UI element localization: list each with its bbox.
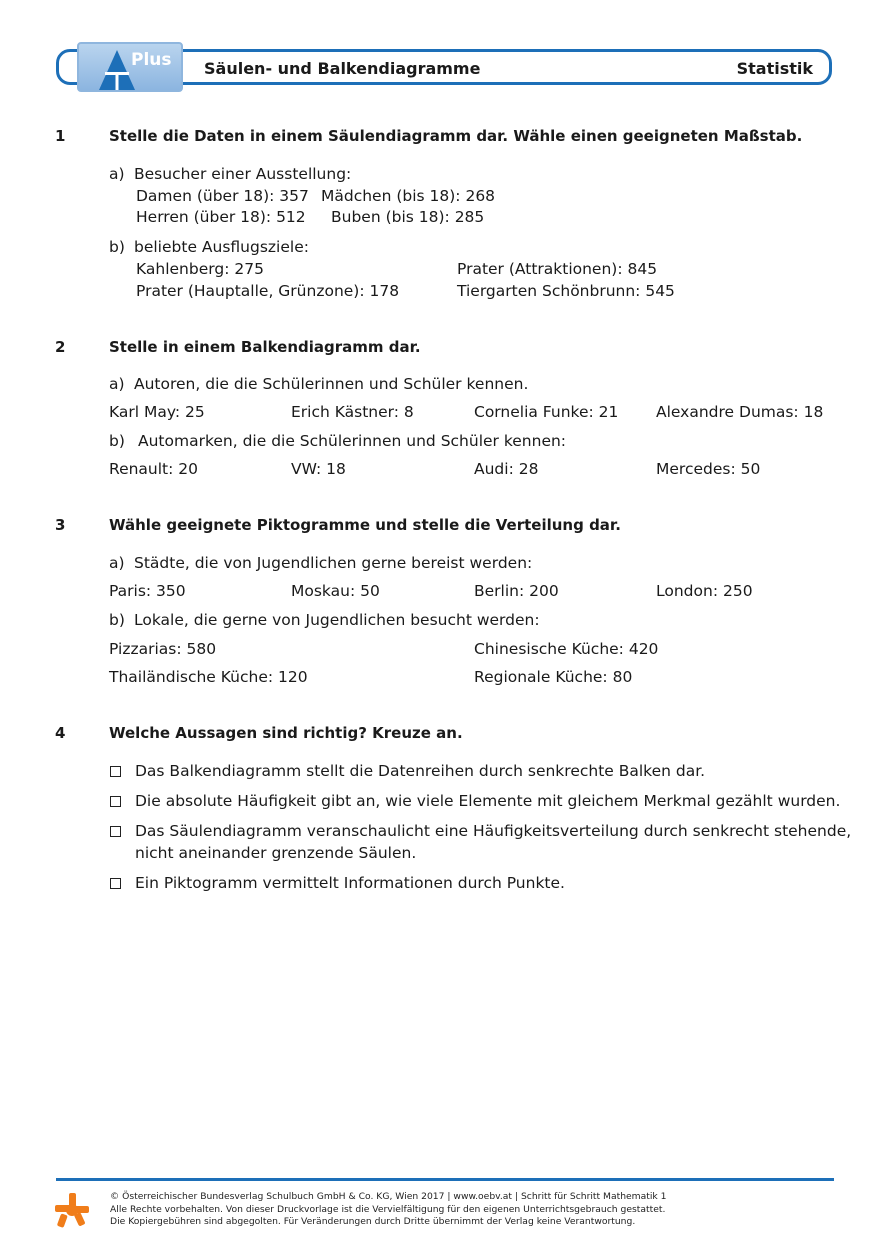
data-item: Erich Kästner: 8: [291, 403, 414, 421]
subtask-label: b): [109, 432, 125, 450]
data-item: Moskau: 50: [291, 582, 380, 600]
footer-copyright: © Österreichischer Bundesverlag Schulbuch GmbH & Co. KG, Wien 2017 | www.oebv.at | Schritt für Schritt Mathematik 1: [110, 1191, 667, 1202]
checkbox[interactable]: [110, 878, 121, 889]
statement-text: Das Säulendiagramm veranschaulicht eine Häufigkeitsverteilung durch senkrecht stehende,: [135, 822, 852, 840]
task-number: 3: [55, 516, 66, 534]
task-number: 2: [55, 338, 66, 356]
checkbox[interactable]: [110, 826, 121, 837]
subtask-label: b): [109, 611, 125, 629]
task-number: 4: [55, 724, 66, 742]
plus-logo: [77, 42, 183, 92]
data-item: Audi: 28: [474, 460, 539, 478]
data-item: Mädchen (bis 18): 268: [321, 187, 496, 205]
data-item: Chinesische Küche: 420: [474, 640, 659, 658]
data-item: Paris: 350: [109, 582, 186, 600]
subtask-title: Autoren, die die Schülerinnen und Schüler kennen.: [134, 375, 529, 393]
task-instruction: Welche Aussagen sind richtig? Kreuze an.: [109, 724, 463, 742]
subtask-label: a): [109, 165, 125, 183]
data-item: Tiergarten Schönbrunn: 545: [457, 282, 675, 300]
section-title: Statistik: [736, 59, 813, 78]
task-instruction: Stelle in einem Balkendiagramm dar.: [109, 338, 421, 356]
task-instruction: Stelle die Daten in einem Säulendiagramm dar. Wähle einen geeigneten Maßstab.: [109, 127, 803, 145]
page-title: Säulen- und Balkendiagramme: [204, 59, 481, 78]
data-item: Regionale Küche: 80: [474, 668, 633, 686]
footer-divider: [56, 1178, 834, 1181]
subtask-title: Lokale, die gerne von Jugendlichen besucht werden:: [134, 611, 540, 629]
statement-text: Das Balkendiagramm stellt die Datenreihen durch senkrechte Balken dar.: [135, 762, 706, 780]
subtask-label: a): [109, 554, 125, 572]
statement-text: Die absolute Häufigkeit gibt an, wie viele Elemente mit gleichem Merkmal gezählt wurden.: [135, 792, 841, 810]
subtask-title: Besucher einer Ausstellung:: [134, 165, 352, 183]
data-item: Prater (Attraktionen): 845: [457, 260, 658, 278]
task-instruction: Wähle geeignete Piktogramme und stelle die Verteilung dar.: [109, 516, 621, 534]
checkbox[interactable]: [110, 766, 121, 777]
data-item: Buben (bis 18): 285: [331, 208, 485, 226]
subtask-title: beliebte Ausflugsziele:: [134, 238, 309, 256]
data-item: Berlin: 200: [474, 582, 559, 600]
data-item: Renault: 20: [109, 460, 199, 478]
subtask-title: Städte, die von Jugendlichen gerne bereist werden:: [134, 554, 533, 572]
publisher-logo-icon: [54, 1192, 90, 1228]
statement-text: Ein Piktogramm vermittelt Informationen durch Punkte.: [135, 874, 565, 892]
subtask-label: a): [109, 375, 125, 393]
data-item: Herren (über 18): 512: [136, 208, 306, 226]
data-item: Kahlenberg: 275: [136, 260, 264, 278]
checkbox[interactable]: [110, 796, 121, 807]
data-item: Thailändische Küche: 120: [109, 668, 308, 686]
logo-text: Plus: [131, 50, 172, 70]
footer-rights: Alle Rechte vorbehalten. Von dieser Druckvorlage ist die Vervielfältigung für den eigenen Unterrichtsgebrauch gestattet.: [110, 1204, 666, 1215]
footer-disclaimer: Die Kopiergebühren sind abgegolten. Für Veränderungen durch Dritte übernimmt der Verlag keine Verantwortung.: [110, 1216, 636, 1227]
subtask-label: b): [109, 238, 125, 256]
data-item: Prater (Hauptalle, Grünzone): 178: [136, 282, 400, 300]
data-item: Cornelia Funke: 21: [474, 403, 619, 421]
data-item: London: 250: [656, 582, 753, 600]
data-item: Pizzarias: 580: [109, 640, 217, 658]
subtask-title: Automarken, die die Schülerinnen und Schüler kennen:: [138, 432, 567, 450]
data-item: VW: 18: [291, 460, 346, 478]
data-item: Damen (über 18): 357: [136, 187, 309, 205]
statement-text-continued: nicht aneinander grenzende Säulen.: [135, 844, 417, 862]
task-number: 1: [55, 127, 66, 145]
data-item: Mercedes: 50: [656, 460, 761, 478]
data-item: Alexandre Dumas: 18: [656, 403, 824, 421]
data-item: Karl May: 25: [109, 403, 205, 421]
